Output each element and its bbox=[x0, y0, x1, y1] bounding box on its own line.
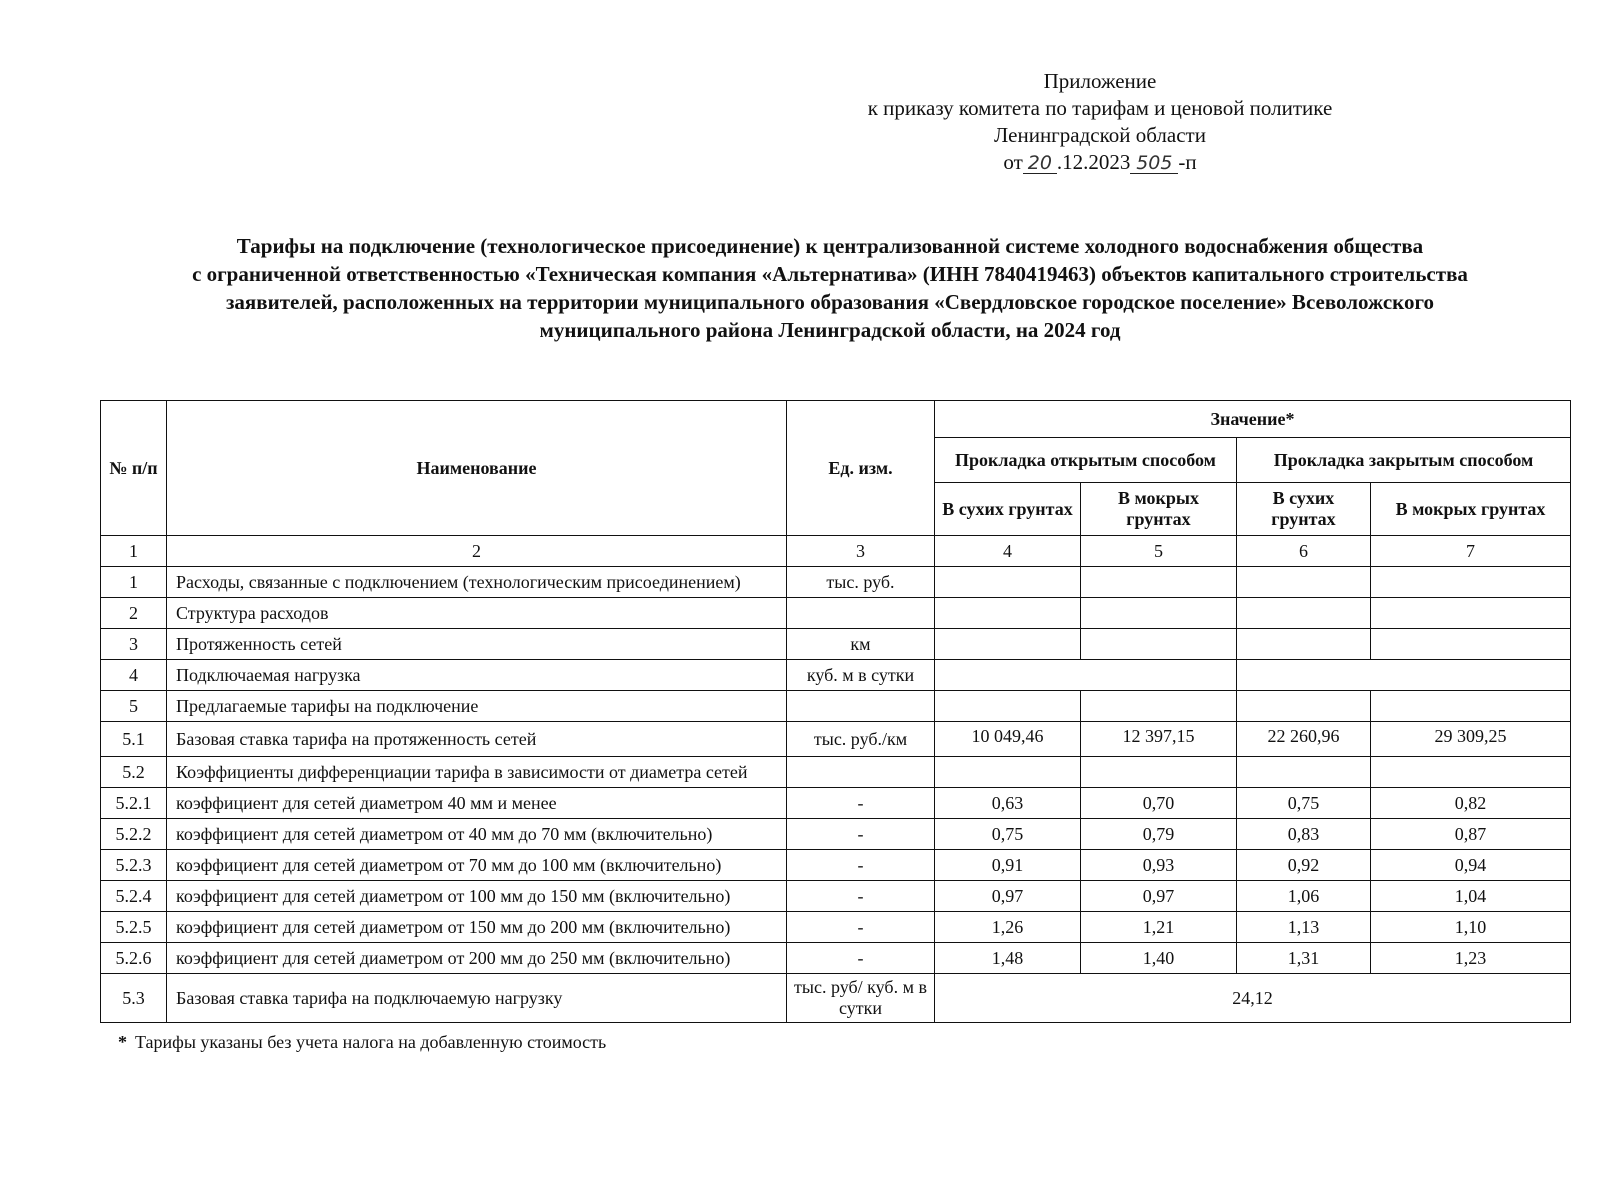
row-name: коэффициент для сетей диаметром 40 мм и менее bbox=[167, 788, 787, 819]
row-unit: тыс. руб. bbox=[787, 567, 935, 598]
cell-wet-open: 0,93 bbox=[1081, 850, 1237, 881]
cell-wet-open: 1,21 bbox=[1081, 912, 1237, 943]
table-row bbox=[101, 629, 1571, 660]
date-prefix: от bbox=[1003, 150, 1023, 174]
cell-dry-closed: 22 260,96 bbox=[1237, 722, 1371, 757]
table-row bbox=[101, 691, 1571, 722]
table-row bbox=[101, 819, 1571, 850]
table-row bbox=[101, 722, 1571, 757]
cell-wet-open: 0,97 bbox=[1081, 881, 1237, 912]
row-num: 5 bbox=[101, 691, 167, 722]
header-closed-method: Прокладка закрытым способом bbox=[1237, 438, 1571, 483]
row-unit: км bbox=[787, 629, 935, 660]
row-num: 5.2.2 bbox=[101, 819, 167, 850]
row-name: коэффициент для сетей диаметром от 200 мм до 250 мм (включительно) bbox=[167, 943, 787, 974]
row-num: 4 bbox=[101, 660, 167, 691]
cell-dry-open: 0,97 bbox=[935, 881, 1081, 912]
row-num: 5.1 bbox=[101, 722, 167, 757]
row-unit: тыс. руб./км bbox=[787, 722, 935, 757]
header-value: Значение* bbox=[935, 401, 1571, 438]
row-unit: тыс. руб/ куб. м в сутки bbox=[787, 974, 935, 1023]
cell-dry-open bbox=[935, 598, 1081, 629]
cell-dry-closed: 0,83 bbox=[1237, 819, 1371, 850]
appendix-order-ref: к приказу комитета по тарифам и ценовой политике bbox=[867, 96, 1333, 120]
cell-wet-open bbox=[1081, 629, 1237, 660]
row-name: Коэффициенты дифференциации тарифа в зависимости от диаметра сетей bbox=[167, 757, 787, 788]
col-number: 2 bbox=[167, 536, 787, 567]
cell-wet-closed bbox=[1371, 757, 1571, 788]
appendix-date bbox=[800, 149, 1400, 176]
header-num: № п/п bbox=[101, 401, 167, 536]
cell-dry-open: 1,26 bbox=[935, 912, 1081, 943]
appendix-region: Ленинградской области bbox=[994, 123, 1206, 147]
handwritten-day: 20 bbox=[1023, 153, 1057, 174]
header-unit: Ед. изм. bbox=[787, 401, 935, 536]
cell-dry-open: 0,63 bbox=[935, 788, 1081, 819]
col-number: 6 bbox=[1237, 536, 1371, 567]
col-number: 4 bbox=[935, 536, 1081, 567]
document-title bbox=[95, 232, 1565, 344]
col-number: 7 bbox=[1371, 536, 1571, 567]
cell-dry-open bbox=[935, 757, 1081, 788]
table-row bbox=[101, 757, 1571, 788]
cell-dry-closed bbox=[1237, 629, 1371, 660]
header-dry-open: В сухих грунтах bbox=[935, 483, 1081, 536]
cell-dry-closed: 1,06 bbox=[1237, 881, 1371, 912]
cell-dry-open bbox=[935, 629, 1081, 660]
title-line-4: муниципального района Ленинградской области, на 2024 год bbox=[539, 318, 1121, 342]
cell-wet-open bbox=[1081, 598, 1237, 629]
column-number-row bbox=[101, 536, 1571, 567]
cell-closed-merged bbox=[1237, 660, 1571, 691]
row-num: 5.2.5 bbox=[101, 912, 167, 943]
row-unit: - bbox=[787, 788, 935, 819]
appendix-block bbox=[800, 68, 1400, 176]
cell-wet-open bbox=[1081, 757, 1237, 788]
cell-wet-open: 1,40 bbox=[1081, 943, 1237, 974]
header-name: Наименование bbox=[167, 401, 787, 536]
row-unit: куб. м в сутки bbox=[787, 660, 935, 691]
cell-dry-closed: 0,75 bbox=[1237, 788, 1371, 819]
header-row-1 bbox=[101, 401, 1571, 438]
row-unit bbox=[787, 598, 935, 629]
table-row bbox=[101, 660, 1571, 691]
row-num: 5.2.4 bbox=[101, 881, 167, 912]
title-line-2: с ограниченной ответственностью «Техническая компания «Альтернатива» (ИНН 7840419463) объектов капитального строительства bbox=[192, 262, 1468, 286]
cell-wet-closed bbox=[1371, 598, 1571, 629]
tariffs-table bbox=[100, 400, 1571, 1023]
cell-wet-closed bbox=[1371, 629, 1571, 660]
cell-wet-open: 0,79 bbox=[1081, 819, 1237, 850]
cell-dry-open bbox=[935, 567, 1081, 598]
title-line-3: заявителей, расположенных на территории муниципального образования «Свердловское городское поселение» Всеволожского bbox=[225, 290, 1435, 314]
row-unit bbox=[787, 691, 935, 722]
col-number: 3 bbox=[787, 536, 935, 567]
row-num: 5.2 bbox=[101, 757, 167, 788]
row-num: 5.2.1 bbox=[101, 788, 167, 819]
row-unit: - bbox=[787, 881, 935, 912]
cell-open-merged bbox=[935, 660, 1237, 691]
table-row bbox=[101, 912, 1571, 943]
cell-wet-closed: 0,94 bbox=[1371, 850, 1571, 881]
row-unit: - bbox=[787, 943, 935, 974]
footnote bbox=[118, 1031, 606, 1053]
table-row bbox=[101, 943, 1571, 974]
cell-dry-open: 10 049,46 bbox=[935, 722, 1081, 757]
appendix-title: Приложение bbox=[1043, 69, 1157, 93]
cell-wet-closed: 0,87 bbox=[1371, 819, 1571, 850]
cell-dry-closed bbox=[1237, 757, 1371, 788]
title-line-1: Тарифы на подключение (технологическое присоединение) к централизованной системе холодного водоснабжения общества bbox=[236, 234, 1424, 258]
row-name: Базовая ставка тарифа на протяженность сетей bbox=[167, 722, 787, 757]
row-num: 1 bbox=[101, 567, 167, 598]
cell-wet-closed: 1,04 bbox=[1371, 881, 1571, 912]
cell-wet-closed: 29 309,25 bbox=[1371, 722, 1571, 757]
order-suffix: -п bbox=[1178, 150, 1197, 174]
cell-all-merged: 24,12 bbox=[935, 974, 1571, 1023]
row-num: 5.2.6 bbox=[101, 943, 167, 974]
row-name: коэффициент для сетей диаметром от 100 мм до 150 мм (включительно) bbox=[167, 881, 787, 912]
table-row bbox=[101, 788, 1571, 819]
cell-wet-open: 12 397,15 bbox=[1081, 722, 1237, 757]
header-wet-closed: В мокрых грунтах bbox=[1371, 483, 1571, 536]
table-row bbox=[101, 850, 1571, 881]
header-open-method: Прокладка открытым способом bbox=[935, 438, 1237, 483]
row-name: коэффициент для сетей диаметром от 70 мм до 100 мм (включительно) bbox=[167, 850, 787, 881]
header-wet-open: В мокрых грунтах bbox=[1081, 483, 1237, 536]
row-num: 2 bbox=[101, 598, 167, 629]
cell-wet-closed bbox=[1371, 567, 1571, 598]
row-name: Расходы, связанные с подключением (технологическим присоединением) bbox=[167, 567, 787, 598]
cell-wet-open bbox=[1081, 567, 1237, 598]
cell-wet-open bbox=[1081, 691, 1237, 722]
row-num: 5.3 bbox=[101, 974, 167, 1023]
cell-dry-closed bbox=[1237, 567, 1371, 598]
col-number: 1 bbox=[101, 536, 167, 567]
row-name: Предлагаемые тарифы на подключение bbox=[167, 691, 787, 722]
cell-dry-closed: 0,92 bbox=[1237, 850, 1371, 881]
cell-dry-closed: 1,31 bbox=[1237, 943, 1371, 974]
cell-dry-open bbox=[935, 691, 1081, 722]
row-unit: - bbox=[787, 850, 935, 881]
cell-wet-closed bbox=[1371, 691, 1571, 722]
row-unit: - bbox=[787, 912, 935, 943]
cell-dry-open: 0,75 bbox=[935, 819, 1081, 850]
date-rest: .12.2023 bbox=[1056, 150, 1131, 174]
col-number: 5 bbox=[1081, 536, 1237, 567]
row-num: 3 bbox=[101, 629, 167, 660]
cell-dry-closed: 1,13 bbox=[1237, 912, 1371, 943]
row-name: Структура расходов bbox=[167, 598, 787, 629]
cell-dry-open: 0,91 bbox=[935, 850, 1081, 881]
row-unit: - bbox=[787, 819, 935, 850]
row-name: Базовая ставка тарифа на подключаемую нагрузку bbox=[167, 974, 787, 1023]
cell-dry-closed bbox=[1237, 598, 1371, 629]
row-num: 5.2.3 bbox=[101, 850, 167, 881]
row-name: Подключаемая нагрузка bbox=[167, 660, 787, 691]
table-row bbox=[101, 567, 1571, 598]
table-row bbox=[101, 974, 1571, 1023]
cell-wet-closed: 1,10 bbox=[1371, 912, 1571, 943]
cell-wet-closed: 0,82 bbox=[1371, 788, 1571, 819]
cell-wet-open: 0,70 bbox=[1081, 788, 1237, 819]
table-row bbox=[101, 598, 1571, 629]
footnote-mark: * bbox=[118, 1032, 127, 1052]
row-name: Протяженность сетей bbox=[167, 629, 787, 660]
cell-dry-open: 1,48 bbox=[935, 943, 1081, 974]
table-row bbox=[101, 881, 1571, 912]
row-name: коэффициент для сетей диаметром от 40 мм до 70 мм (включительно) bbox=[167, 819, 787, 850]
row-name: коэффициент для сетей диаметром от 150 мм до 200 мм (включительно) bbox=[167, 912, 787, 943]
row-unit bbox=[787, 757, 935, 788]
header-dry-closed: В сухих грунтах bbox=[1237, 483, 1371, 536]
cell-dry-closed bbox=[1237, 691, 1371, 722]
handwritten-order-number: 505 bbox=[1130, 153, 1178, 174]
cell-wet-closed: 1,23 bbox=[1371, 943, 1571, 974]
footnote-text: Тарифы указаны без учета налога на добавленную стоимость bbox=[135, 1032, 607, 1052]
